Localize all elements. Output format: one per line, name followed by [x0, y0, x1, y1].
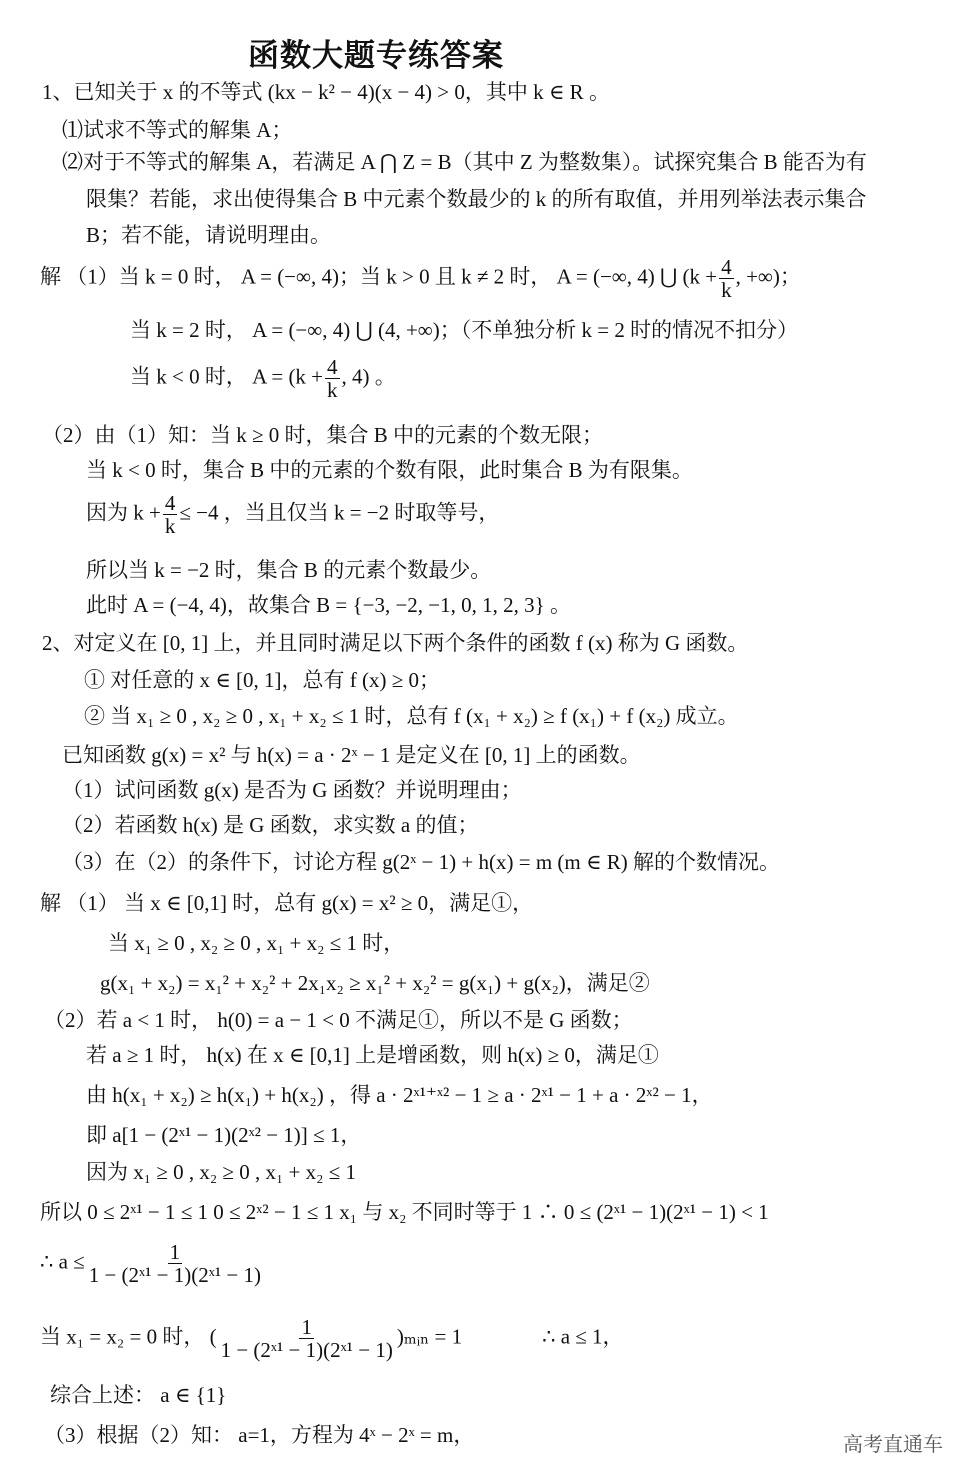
- text: ∴ a ≤: [40, 1249, 85, 1274]
- numerator: 4: [327, 355, 338, 379]
- problem-2-condition-1: ① 对任意的 x ∈ [0, 1]，总有 f (x) ≥ 0；: [84, 668, 441, 692]
- watermark: 高考直通车: [843, 1432, 943, 1456]
- problem-1-part-1: ⑴试求不等式的解集 A；: [62, 118, 293, 142]
- numerator: 4: [164, 491, 176, 515]
- text: ≤ −4 ，当且仅当 k = −2 时取等号，: [179, 500, 500, 525]
- page-title: 函数大题专练答案: [248, 38, 504, 74]
- fraction: [87, 1241, 263, 1286]
- fraction: [219, 1316, 395, 1361]
- problem-2-part-2: （2）若函数 h(x) 是 G 函数，求实数 a 的值；: [62, 813, 479, 837]
- solution-2-line: （3）根据（2）知： a=1，方程为 4ˣ − 2ˣ = m，: [44, 1423, 475, 1447]
- problem-1-part-2: ⑵对于不等式的解集 A，若满足 A ⋂ Z = B（其中 Z 为整数集）。试探究集合 B 能否为有: [62, 150, 867, 174]
- numerator: 1: [169, 1240, 181, 1264]
- text: , 4) 。: [341, 364, 396, 389]
- problem-1-statement: 1、已知关于 x 的不等式 (kx − k² − 4)(x − 4) > 0，其中 k ∈ R 。: [42, 80, 610, 104]
- solution-1-line: （2）由（1）知：当 k ≥ 0 时，集合 B 中的元素的个数无限；: [42, 423, 604, 447]
- solution-2-line: [40, 1316, 624, 1361]
- text: 当 x₁ = x₂ = 0 时， (: [40, 1324, 217, 1349]
- text: 因为 k +: [86, 500, 161, 525]
- solution-2-line: [40, 1241, 265, 1286]
- text: ∴ a ≤ 1，: [542, 1324, 624, 1349]
- text: 解 （1）当 k = 0 时， A = (−∞, 4)；当 k > 0 且 k ≠ 2 时， A = (−∞, 4) ⋃ (k +: [40, 264, 718, 289]
- problem-2-statement: 2、对定义在 [0, 1] 上，并且同时满足以下两个条件的函数 f (x) 称为 G 函数。: [42, 631, 749, 655]
- solution-2-line: 解 （1） 当 x ∈ [0,1] 时，总有 g(x) = x² ≥ 0，满足①，: [40, 891, 534, 915]
- solution-1-line: [86, 492, 499, 537]
- solution-1-line: 当 k = 2 时， A = (−∞, 4) ⋃ (4, +∞)；（不单独分析 k = 2 时的情况不扣分）: [130, 318, 799, 342]
- solution-2-line: 当 x₁ ≥ 0 , x₂ ≥ 0 , x₁ + x₂ ≤ 1 时，: [108, 931, 405, 955]
- denominator: k: [721, 278, 732, 302]
- fraction: [719, 256, 734, 301]
- problem-1-part-2-cont: 限集？若能，求出使得集合 B 中元素个数最少的 k 的所有取值，并用列举法表示集合: [86, 187, 867, 211]
- problem-1-part-2-cont: B；若不能，请说明理由。: [86, 223, 332, 247]
- solution-2-line: 因为 x₁ ≥ 0 , x₂ ≥ 0 , x₁ + x₂ ≤ 1: [86, 1160, 356, 1184]
- solution-2-line: 由 h(x₁ + x₂) ≥ h(x₁) + h(x₂) ，得 a · 2ˣ¹⁺ˣ² − 1 ≥ a · 2ˣ¹ − 1 + a · 2ˣ² − 1，: [86, 1083, 713, 1107]
- solution-1-line: 此时 A = (−4, 4)，故集合 B = {−3, −2, −1, 0, 1, 2, 3} 。: [86, 593, 571, 617]
- solution-2-line: 若 a ≥ 1 时， h(x) 在 x ∈ [0,1] 上是增函数，则 h(x) ≥ 0，满足①: [86, 1043, 659, 1067]
- denominator: k: [327, 378, 338, 402]
- solution-1-line: [40, 256, 801, 301]
- text: 当 k < 0 时， A = (k +: [130, 364, 324, 389]
- numerator: 1: [301, 1315, 312, 1339]
- numerator: 4: [721, 255, 732, 279]
- solution-1-line: 所以当 k = −2 时，集合 B 的元素个数最少。: [86, 558, 492, 582]
- problem-2-condition-2: ② 当 x₁ ≥ 0 , x₂ ≥ 0 , x₁ + x₂ ≤ 1 时，总有 f (x₁ + x₂) ≥ f (x₁) + f (x₂) 成立。: [84, 704, 739, 728]
- denominator: 1 − (2ˣ¹ − 1)(2ˣ¹ − 1): [220, 1338, 393, 1362]
- denominator: k: [164, 514, 176, 538]
- problem-2-part-1: （1）试问函数 g(x) 是否为 G 函数？并说明理由；: [62, 778, 522, 802]
- solution-2-line: （2）若 a < 1 时， h(0) = a − 1 < 0 不满足①，所以不是 G 函数；: [44, 1008, 633, 1032]
- denominator: 1 − (2ˣ¹ − 1)(2ˣ¹ − 1): [88, 1263, 261, 1287]
- fraction: [325, 356, 340, 401]
- text: )ₘᵢₙ = 1: [396, 1324, 463, 1349]
- solution-2-line: 即 a[1 − (2ˣ¹ − 1)(2ˣ² − 1)] ≤ 1，: [86, 1123, 362, 1147]
- solution-2-line: g(x₁ + x₂) = x₁² + x₂² + 2x₁x₂ ≥ x₁² + x₂² = g(x₁) + g(x₂)，满足②: [100, 971, 650, 995]
- solution-2-line: 综合上述： a ∈ {1}: [50, 1383, 227, 1407]
- solution-2-line: 所以 0 ≤ 2ˣ¹ − 1 ≤ 1 0 ≤ 2ˣ² − 1 ≤ 1 x₁ 与 x₂ 不同时等于 1 ∴ 0 ≤ (2ˣ¹ − 1)(2ˣ¹ − 1) < 1: [40, 1200, 769, 1224]
- problem-2-part-3: （3）在（2）的条件下，讨论方程 g(2ˣ − 1) + h(x) = m (m ∈ R) 解的个数情况。: [62, 850, 781, 874]
- fraction: [163, 492, 178, 537]
- problem-2-given: 已知函数 g(x) = x² 与 h(x) = a · 2ˣ − 1 是定义在 [0, 1] 上的函数。: [62, 743, 641, 767]
- text: , +∞)；: [735, 264, 801, 289]
- solution-1-line: [130, 356, 396, 401]
- solution-1-line: 当 k < 0 时，集合 B 中的元素的个数有限，此时集合 B 为有限集。: [86, 458, 693, 482]
